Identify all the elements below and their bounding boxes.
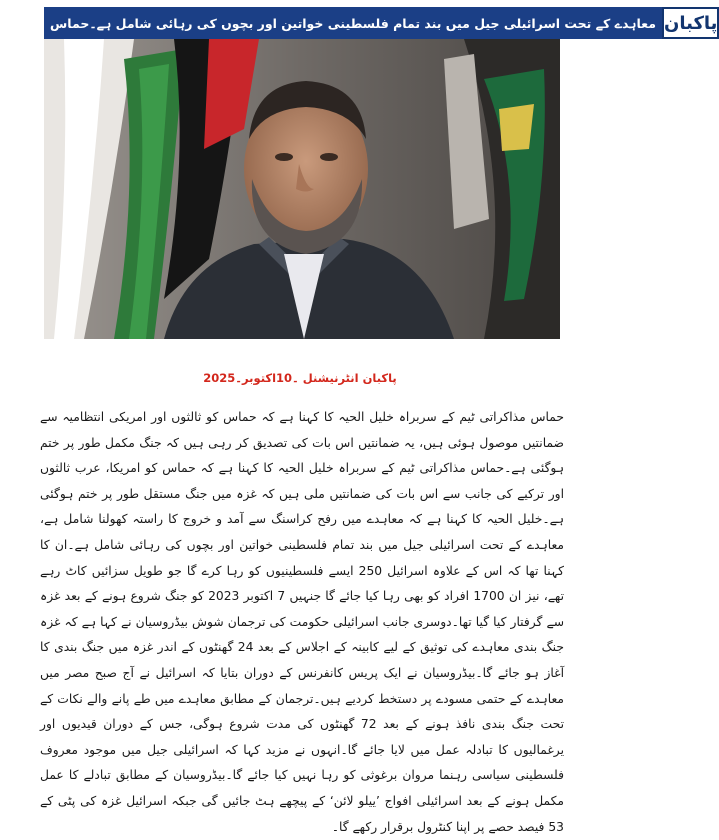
- dateline: پاکبان انٹرنیشنل ۔10اکتوبر۔2025: [203, 371, 397, 385]
- headline: معاہدے کے تحت اسرائیلی جیل میں بند تمام فلسطینی خواتین اور بچوں کی رہائی شامل ہے۔حماس: [44, 7, 662, 39]
- article-paragraph: حماس مذاکراتی ٹیم کے سربراہ خلیل الحیہ کا کہنا ہے کہ حماس کو ثالثوں اور امریکی انتظامیہ سے ضمانتیں موصول ہوئی ہیں، یہ ضمانتیں اس بات کی تصدیق کر رہی ہیں کہ جنگ مکمل طور پر ختم ہوگئی ہے۔حماس مذاکراتی ٹیم کے سربراہ خلیل الحیہ کا کہنا ہے کہ حماس کو امریکا، عرب ثالثوں اور ترکیے کی جانب سے اس بات کی ضمانتیں ملی ہیں کہ غزہ میں جنگ مستقل طور پر ختم ہوگئی ہے۔خلیل الحیہ کا کہنا ہے کہ معاہدے میں رفح کراسنگ سے آمد و خروج کا راستہ کھولنا شامل ہے، معاہدے کے تحت اسرائیلی جیل میں بند تمام فلسطینی خواتین اور بچوں کی رہائی شامل ہے۔ان کا کہنا تھا کہ اس کے علاوہ اسرائیل 250 ایسے فلسطینیوں کو رہا کرے گا جو طویل سزائیں کاٹ رہے تھے، نیز ان 1700 افراد کو بھی رہا کیا جائے گا جنہیں 7 اکتوبر 2023 کو جنگ شروع ہونے کے بعد غزہ سے گرفتار کیا گیا تھا۔دوسری جانب اسرائیلی حکومت کی ترجمان شوش بیڈروسیان نے کہا ہے کہ غزہ جنگ بندی معاہدے کی توثیق کے لیے کابینہ کے اجلاس کے بعد 24 گھنٹوں کے اندر غزہ میں جنگ بندی کا آغاز ہو جائے گا۔بیڈروسیان نے ایک پریس کانفرنس کے دوران بتایا کہ اسرائیل نے آج صبح مصر میں معاہدے کے حتمی مسودے پر دستخط کردیے ہیں۔ترجمان کے مطابق معاہدے میں طے پانے والے نکات کے تحت جنگ بندی نافذ ہونے کے بعد 72 گھنٹوں کی مدت شروع ہوگی، جس کے دوران قیدیوں اور یرغمالیوں کا تبادلہ عمل میں لایا جائے گا۔انہوں نے مزید کہا کہ اسرائیلی جیل میں موجود معروف فلسطینی سیاسی رہنما مروان برغوثی کو رہا نہیں کیا جائے گا۔بیڈروسیان کے مطابق تبادلے کا عمل مکمل ہونے کے بعد اسرائیلی افواج ’ییلو لائن‘ کے پیچھے ہٹ جائیں گی جبکہ اسرائیل غزہ کی پٹی کے 53 فیصد حصے پر اپنا کنٹرول برقرار رکھے گا۔: [40, 410, 564, 834]
- article-body: [40, 405, 564, 840]
- news-header-bar: [44, 7, 718, 39]
- news-photo: [44, 39, 560, 339]
- brand-logo: پاکبان: [662, 7, 719, 39]
